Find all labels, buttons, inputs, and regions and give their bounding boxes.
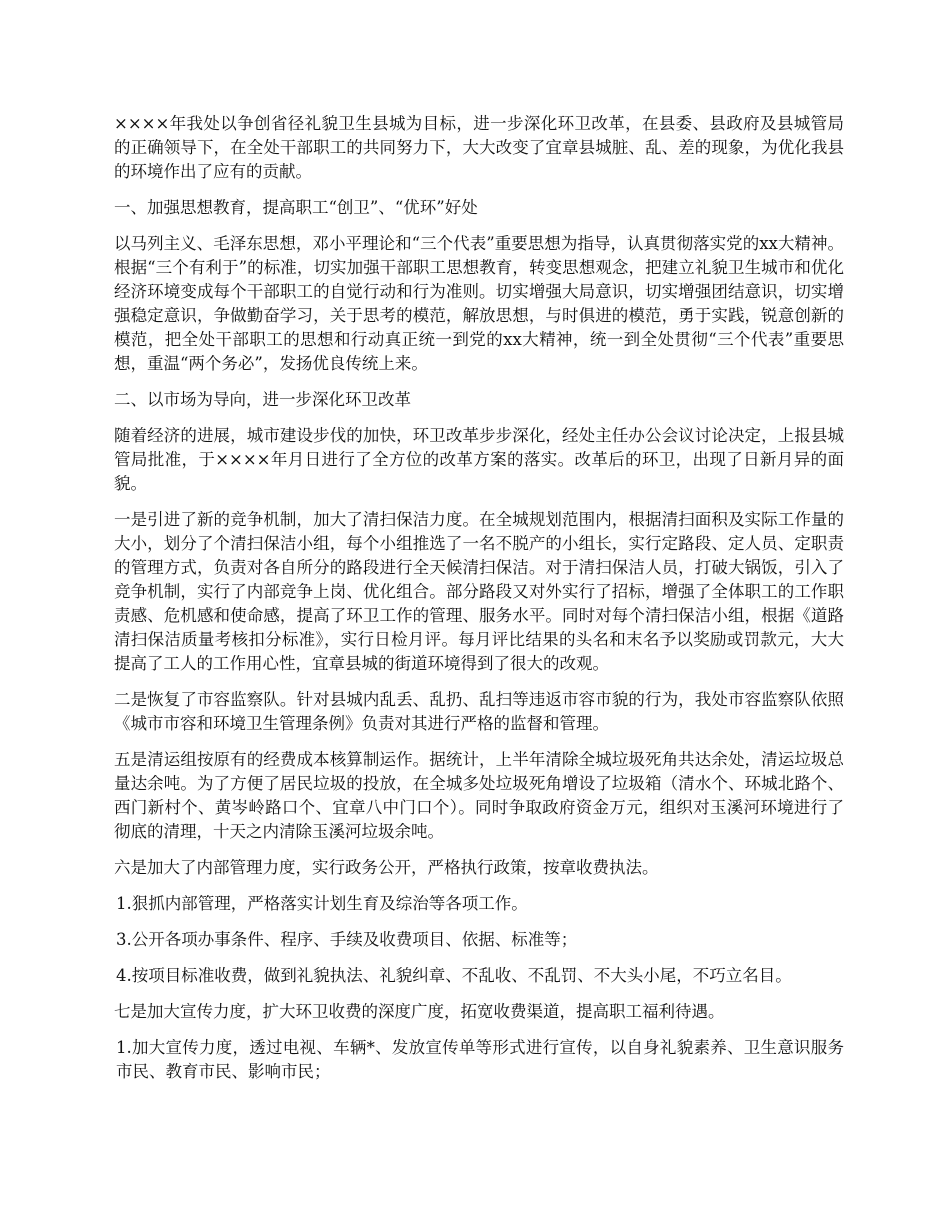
measure-6-paragraph: 六是加大了内部管理力度，实行政务公开，严格执行政策，按章收费执法。 (114, 858, 659, 877)
section-heading-1: 一、加强思想教育，提高职工“创卫”、“优环”好处 (114, 198, 478, 217)
list-item: 1.狠抓内部管理，严格落实计划生育及综治等各项工作。 (116, 894, 528, 913)
section-1-paragraph: 以马列主义、毛泽东思想，邓小平理论和“三个代表”重要思想为指导，认真贯彻落实党的xx大精神。根据“三个有利于”的标准，切实加强干部职工思想教育，转变思想观念，把建立礼貌卫生城市和优化经济环境变成每个干部职工的自觉行动和行为准则。切实增强大局意识，切实增强团结意识，切实增强稳定意识，争做勤奋学习，关于思考的模范，解放思想，与时俱进的模范，勇于实践，锐意创新的模范，把全处干部职工的思想和行动真正统一到党的xx大精神，统一到全处贯彻“三个代表”重要思想，重温“两个务必”，发扬优良传统上来。 (114, 234, 844, 373)
list-item: 1.加大宣传力度，透过电视、车辆*、发放宣传单等形式进行宣传，以自身礼貌素养、卫生意识服务市民、教育市民、影响市民； (116, 1038, 844, 1081)
document-body (114, 112, 844, 1096)
section-2-paragraph: 随着经济的进展，城市建设步伐的加快，环卫改革步步深化，经处主任办公会议讨论决定，上报县城管局批准，于××××年月日进行了全方位的改革方案的落实。改革后的环卫，出现了日新月异的面貌。 (114, 426, 844, 493)
measure-5-paragraph: 五是清运组按原有的经费成本核算制运作。据统计，上半年清除全城垃圾死角共达余处，清运垃圾总量达余吨。为了方便了居民垃圾的投放，在全城多处垃圾死角增设了垃圾箱（清水个、环城北路个、西门新村个、黄岑岭路口个、宜章八中门口个）。同时争取政府资金万元，组织对玉溪河环境进行了彻底的清理，十天之内清除玉溪河垃圾余吨。 (114, 750, 844, 841)
section-heading-2: 二、以市场为导向，进一步深化环卫改革 (114, 390, 411, 409)
measure-7-paragraph: 七是加大宣传力度，扩大环卫收费的深度广度，拓宽收费渠道，提高职工福利待遇。 (114, 1002, 725, 1021)
list-item: 4.按项目标准收费，做到礼貌执法、礼貌纠章、不乱收、不乱罚、不大头小尾，不巧立名目。 (116, 966, 792, 985)
measure-1-paragraph: 一是引进了新的竞争机制，加大了清扫保洁力度。在全城规划范围内，根据清扫面积及实际工作量的大小，划分了个清扫保洁小组，每个小组推选了一名不脱产的小组长，实行定路段、定人员、定职责的管理方式，负责对各自所分的路段进行全天候清扫保洁。对于清扫保洁人员，打破大锅饭，引入了竞争机制，实行了内部竞争上岗、优化组合。部分路段又对外实行了招标，增强了全体职工的工作职责感、危机感和使命感，提高了环卫工作的管理、服务水平。同时对每个清扫保洁小组，根据《道路清扫保洁质量考核扣分标准》，实行日检月评。每月评比结果的头名和末名予以奖励或罚款元，大大提高了工人的工作用心性，宜章县城的街道环境得到了很大的改观。 (114, 510, 844, 673)
intro-paragraph: ××××年我处以争创省径礼貌卫生县城为目标，进一步深化环卫改革，在县委、县政府及县城管局的正确领导下，在全处干部职工的共同努力下，大大改变了宜章县城脏、乱、差的现象，为优化我县的环境作出了应有的贡献。 (114, 114, 844, 181)
measure-2-paragraph: 二是恢复了市容监察队。针对县城内乱丢、乱扔、乱扫等违返市容市貌的行为，我处市容监察队依照《城市市容和环境卫生管理条例》负责对其进行严格的监督和管理。 (114, 690, 844, 733)
list-item: 3.公开各项办事条件、程序、手续及收费项目、依据、标准等； (116, 930, 578, 949)
